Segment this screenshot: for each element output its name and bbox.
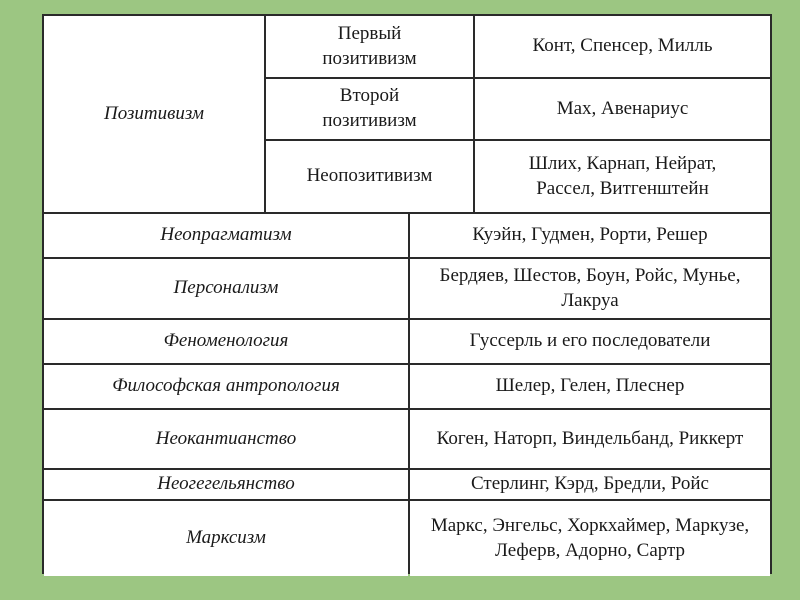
figures-text: Стерлинг, Кэрд, Бредли, Ройс [471,473,709,495]
school-name: Неокантианство [155,427,297,449]
figures-cell [410,365,770,408]
school-name: Философская антропология [112,375,340,397]
figures-cell [475,16,770,77]
school-cell [44,214,408,257]
figures-cell [475,79,770,139]
stage-cell [266,79,473,139]
figures-cell [410,501,770,576]
school-cell [44,16,264,212]
figures-text: Маркс, Энгельс, Хоркхаймер, Маркузе, Леферв, Адорно, Сартр [430,514,750,561]
school-name: Феноменология [163,330,289,352]
stage-name: Первый позитивизм [322,22,417,69]
school-name: Персонализм [173,277,279,299]
stage-name: Второй позитивизм [322,85,417,131]
figures-cell [410,320,770,363]
stage-cell [266,16,473,77]
school-cell [44,470,408,499]
school-name: Марксизм [186,527,266,549]
figures-text: Бердяев, Шестов, Боун, Ройс, Мунье, Лакруа [439,264,741,311]
figures-cell [410,410,770,468]
philosophy-schools-table [42,14,772,574]
figures-text: Гуссерль и его последователи [469,330,711,352]
figures-cell [410,470,770,499]
school-cell [44,320,408,363]
figures-cell [410,259,770,318]
figures-cell [410,214,770,257]
school-cell [44,259,408,318]
stage-name: Неопозитивизм [306,165,433,187]
school-cell [44,501,408,576]
school-name: Неопрагматизм [160,224,292,246]
figures-text: Конт, Спенсер, Милль [532,35,713,57]
school-name: Позитивизм [104,102,204,124]
figures-cell [475,141,770,212]
figures-text: Куэйн, Гудмен, Рорти, Решер [472,224,708,246]
school-cell [44,365,408,408]
figures-text: Шлих, Карнап, Нейрат, Рассел, Витгенштейн [528,152,717,199]
school-name: Неогегельянство [157,473,295,495]
school-cell [44,410,408,468]
figures-text: Коген, Наторп, Виндельбанд, Риккерт [436,427,744,449]
figures-text: Мах, Авенариус [556,97,689,119]
stage-cell [266,141,473,212]
figures-text: Шелер, Гелен, Плеснер [495,375,685,397]
